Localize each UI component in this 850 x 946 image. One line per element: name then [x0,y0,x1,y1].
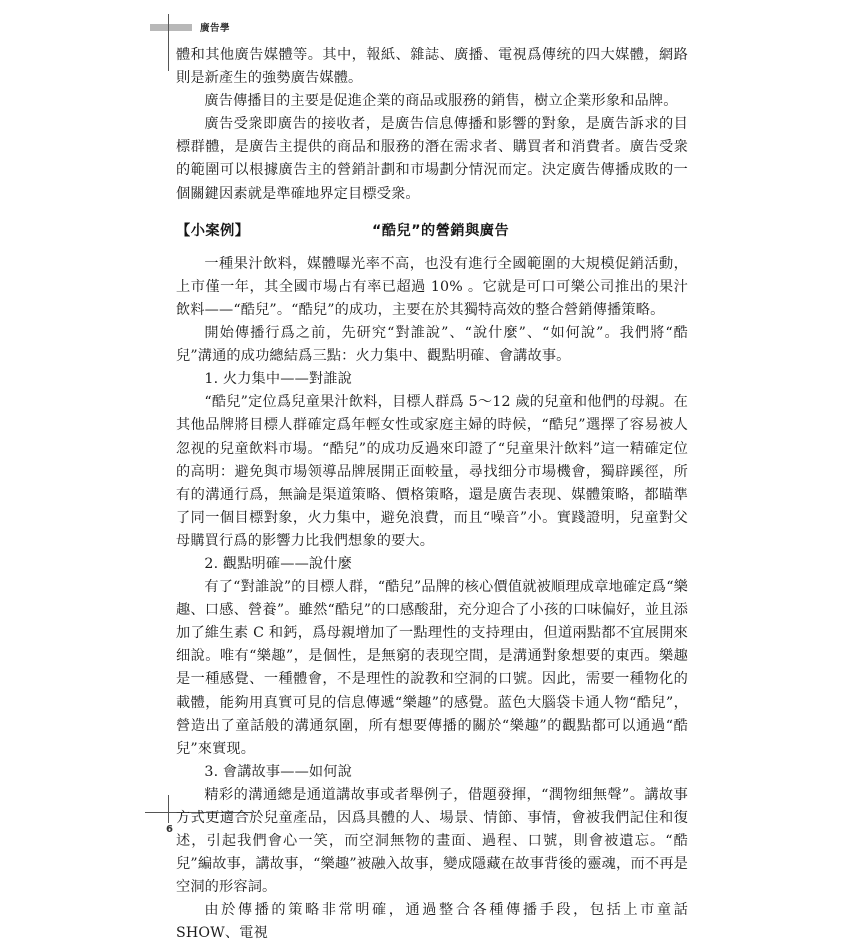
top-vertical-rule [168,14,169,71]
bottom-vertical-rule [168,795,169,823]
paragraph-case-three-points: 開始傳播行爲之前，先研究“對誰說”、“說什麼”、“如何說”。我們將“酷兒”溝通的成功總結爲三點：火力集中、觀點明確、會講故事。 [176,325,688,365]
body-text-column [176,44,688,946]
paragraph-media-types: 體和其他廣告媒體等。其中，報紙、雜誌、廣播、電視爲傳统的四大媒體，網路則是新產生的強勢廣告媒體。 [176,47,688,87]
paragraph-case-tail: 由於傳播的策略非常明確，通過整合各種傳播手段，包括上市童話 SHOW、電視 [176,902,688,942]
paragraph-audience: 廣告受衆即廣告的接收者，是廣告信息傳播和影響的對象，是廣告訴求的目標群體，是廣告主提供的商品和服務的潛在需求者、購買者和消費者。廣告受衆的範圍可以根據廣告主的營銷計劃和市場劃分情況而定。決定廣告傳播成敗的一個關鍵因素就是準確地界定目標受衆。 [176,116,688,202]
paragraph-point-3-heading: 3. 會講故事——如何說 [204,763,352,780]
page-number: 6 [166,824,173,835]
paragraph-point-3-body: 精彩的溝通總是通道講故事或者舉例子，借題發揮，“潤物细無聲”。講故事方式更適合於兒童產品，因爲具體的人、場景、情節、事情，會被我們記住和復述，引起我們會心一笑，而空洞無物的畫面、過程、口號，則會被遺忘。“酷兒”編故事，講故事，“樂趣”被融入故事，變成隱藏在故事背後的靈魂，而不再是空洞的形容詞。 [176,786,688,896]
paragraph-point-1-body: “酷兒”定位爲兒童果汁飲料，目標人群爲 5～12 歲的兒童和他們的母親。在其他品牌將目標人群確定爲年輕女性或家庭主婦的時候，“酷兒”選擇了容易被人忽视的兒童飲料市場。“酷兒”的成功反過來印證了“兒童果汁飲料”這一精確定位的高明：避免與市場领導品牌展開正面較量，尋找细分市場機會，獨辟蹊徑，所有的溝通行爲，無論是渠道策略、價格策略，還是廣告表现、媒體策略，都瞄準了同一個目標對象，火力集中，避免浪費，而且“噪音”小。實踐證明，兒童對父母購買行爲的影響力比我們想象的要大。 [176,394,688,549]
running-head [150,20,710,34]
case-study-heading [176,220,688,243]
paragraph-point-1-heading: 1. 火力集中——對誰說 [204,371,352,388]
case-study-title: “酷兒”的營銷與廣告 [372,222,510,239]
running-head-title: 廣告學 [200,23,231,34]
paragraph-point-2-body: 有了“對誰說”的目標人群，“酷兒”品牌的核心價值就被順理成章地確定爲“樂趣、口感、營養”。雖然“酷兒”的口感酸甜，充分迎合了小孩的口味偏好，並且添加了維生素 C 和鈣，爲母親增加了一點理性的支持理由，但道兩點都不宜展開來细說。唯有“樂趣”，是個性，是無窮的表现空間，是溝通對象想要的東西。樂趣是一種感覺、一種體會，不是理性的說教和空洞的口號。因此，需要一種物化的載體，能夠用真實可見的信息傳遞“樂趣”的感覺。蓝色大腦袋卡通人物“酷兒”，營造出了童話般的溝通氛圍，所有想要傳播的關於“樂趣”的觀點都可以通過“酷兒”來實现。 [176,579,688,757]
paragraph-case-intro: 一種果汁飲料，媒體曝光率不高，也没有進行全國範圍的大規模促銷活動，上市僅一年，其全國市場占有率已超過 10% 。它就是可口可樂公司推出的果汁飲料——“酷兒”。“酷兒”的成功，主要在於其獨特高效的整合營銷傳播策略。 [176,255,688,318]
case-study-label: 【小案例】 [176,222,250,239]
running-head-rule [150,24,192,31]
paragraph-point-2-heading: 2. 觀點明確——說什麼 [204,555,352,572]
paragraph-purpose: 廣告傳播目的主要是促進企業的商品或服務的銷售，樹立企業形象和品牌。 [204,93,678,110]
